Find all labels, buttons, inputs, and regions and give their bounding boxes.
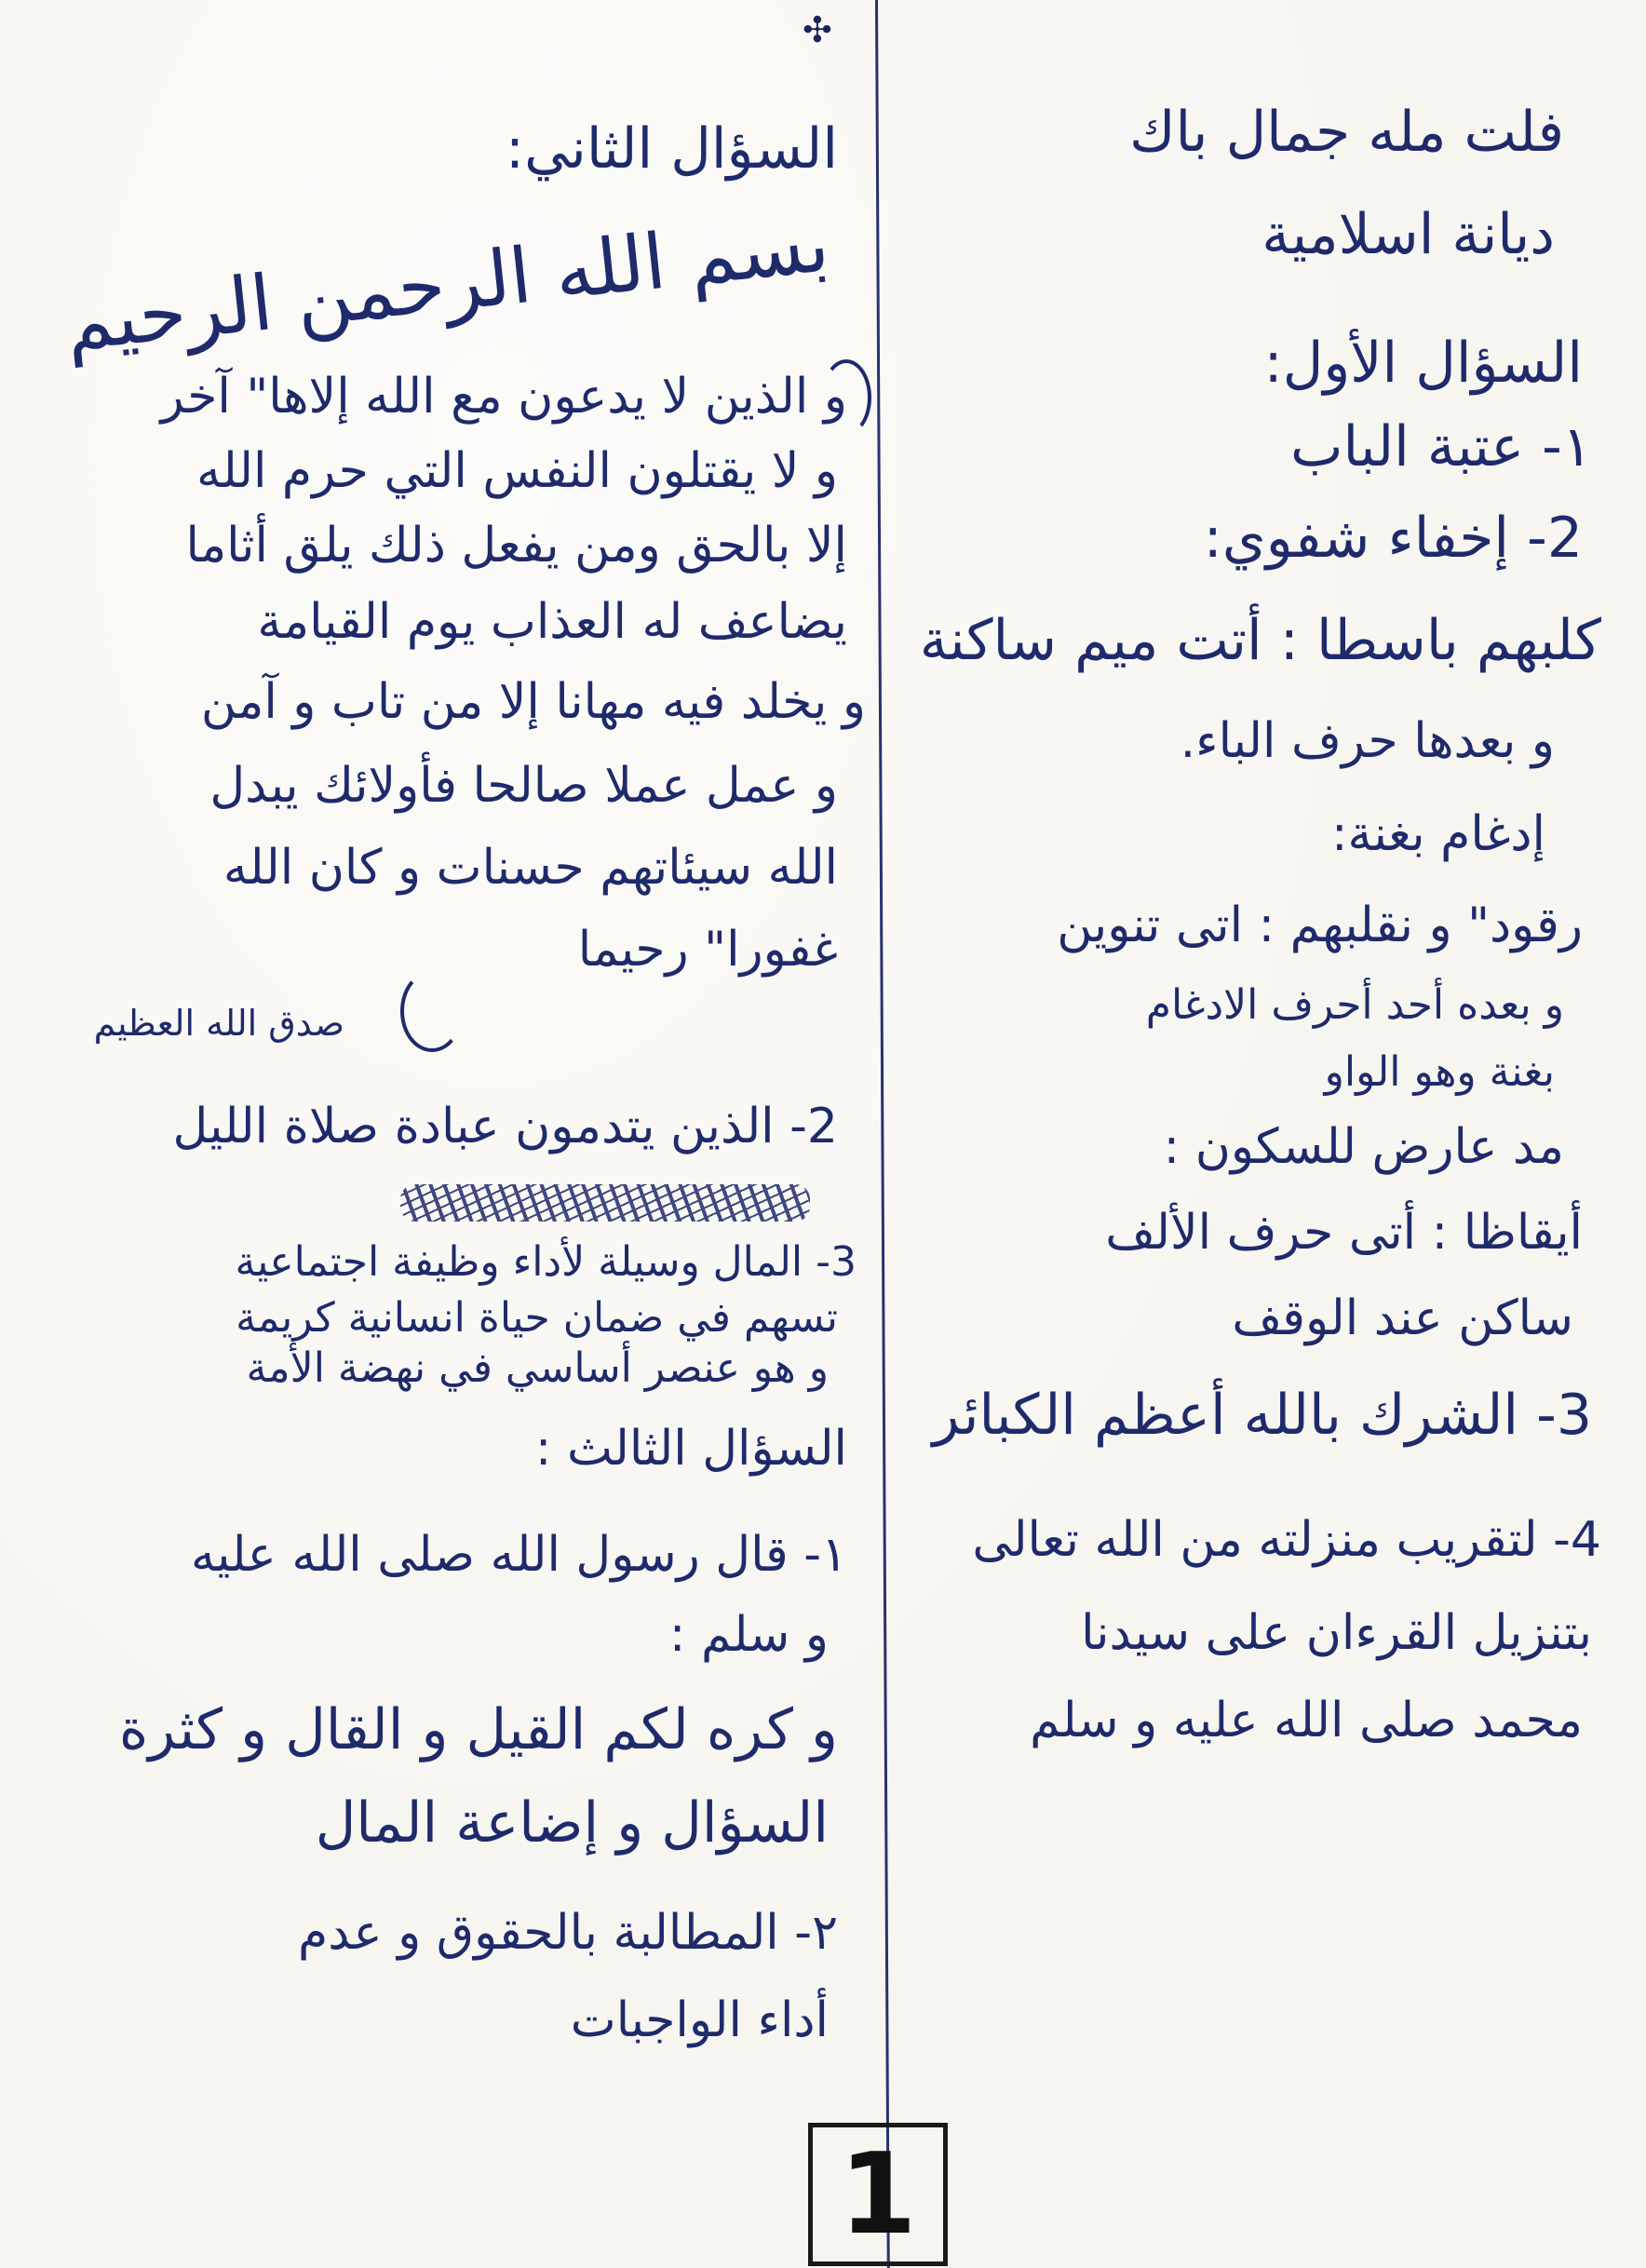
q3-item-2-line-1: ٢- المطالبة بالحقوق و عدم: [298, 1905, 838, 1961]
verse-line-4: يضاعف له العذاب يوم القيامة: [257, 594, 847, 650]
q2-item-3-line-1: 3- المال وسيلة لأداء وظيفة اجتماعية: [235, 1238, 857, 1286]
q1-madd-line-1: أيقاظا : أتى حرف الألف: [1105, 1205, 1583, 1261]
q3-item-1-line-3: و كره لكم القيل و القال و كثرة: [118, 1697, 838, 1762]
q1-item-2-title: 2- إخفاء شفوي:: [1203, 506, 1583, 571]
page-number: 1: [808, 2123, 948, 2266]
verse-line-3: إلا بالحق ومن يفعل ذلك يلق أثاما: [185, 518, 847, 574]
q2-item-2: 2- الذين يتدمون عبادة صلاة الليل: [172, 1099, 838, 1154]
q3-item-1-line-4: السؤال و إضاعة المال: [315, 1790, 829, 1856]
verse-line-2: و لا يقتلون النفس التي حرم الله: [196, 443, 838, 499]
q1-item-4-line-2: بتنزيل القرءان على سيدنا: [1081, 1605, 1592, 1661]
student-name: فلت مله جمال باك: [1129, 100, 1564, 165]
q1-item-1: ١- عتبة الباب: [1289, 414, 1592, 479]
verse-line-7: الله سيئاتهم حسنات و كان الله: [223, 840, 838, 896]
column-divider: [875, 0, 890, 2268]
q1-item-2-line-1: كلبهم باسطا : أتت ميم ساكنة: [919, 608, 1601, 673]
q1-item-4-line-3: محمد صلى الله عليه و سلم: [1030, 1693, 1583, 1748]
crossed-out-scribble: [400, 1184, 810, 1222]
verse-line-1: و الذين لا يدعون مع الله إلاها" آخر: [160, 369, 847, 425]
q1-madd-title: مد عارض للسكون :: [1163, 1119, 1564, 1175]
verse-line-5: و يخلد فيه مهانا إلا من تاب و آمن: [200, 674, 866, 730]
closing-bracket: [400, 970, 464, 1052]
verse-closing: صدق الله العظيم: [93, 1003, 344, 1044]
q1-item-4-line-1: 4- لتقريب منزلته من الله تعالى: [972, 1512, 1601, 1568]
q1-item-2-line-2: و بعدها حرف الباء.: [1180, 713, 1555, 769]
q1-item-3: 3- الشرك بالله أعظم الكبائر: [932, 1383, 1592, 1448]
verse-line-6: و عمل عملا صالحا فأولائك يبدل: [209, 758, 838, 814]
q1-idgham-line-2: و بعده أحد أحرف الادغام: [1145, 981, 1564, 1029]
q2-item-3-line-3: و هو عنصر أساسي في نهضة الأمة: [246, 1344, 829, 1392]
q1-idgham-line-3: بغنة وهو الواو: [1324, 1048, 1555, 1096]
q1-idgham-title: إدغام بغنة:: [1330, 806, 1545, 862]
question-2-title: السؤال الثاني:: [505, 116, 838, 182]
bismillah: بسم الله الرحمن الرحيم: [61, 200, 833, 369]
q2-item-3-line-2: تسهم في ضمان حياة انسانية كريمة: [236, 1294, 838, 1342]
q3-item-1-line-1: ١- قال رسول الله صلى الله عليه: [191, 1527, 847, 1583]
q1-idgham-line-1: رقود" و نقلبهم : اتى تنوين: [1057, 898, 1583, 953]
top-mark: ✣: [803, 9, 832, 50]
q1-madd-line-2: ساكن عند الوقف: [1232, 1290, 1573, 1346]
verse-line-8: غفورا" رحيما: [577, 922, 838, 978]
question-3-title: السؤال الثالث :: [534, 1421, 847, 1477]
question-1-title: السؤال الأول:: [1263, 331, 1583, 396]
subject-title: ديانة اسلامية: [1261, 202, 1555, 267]
q3-item-1-line-2: و سلم :: [668, 1607, 829, 1663]
q3-item-2-line-2: أداء الواجبات: [570, 1992, 829, 2048]
